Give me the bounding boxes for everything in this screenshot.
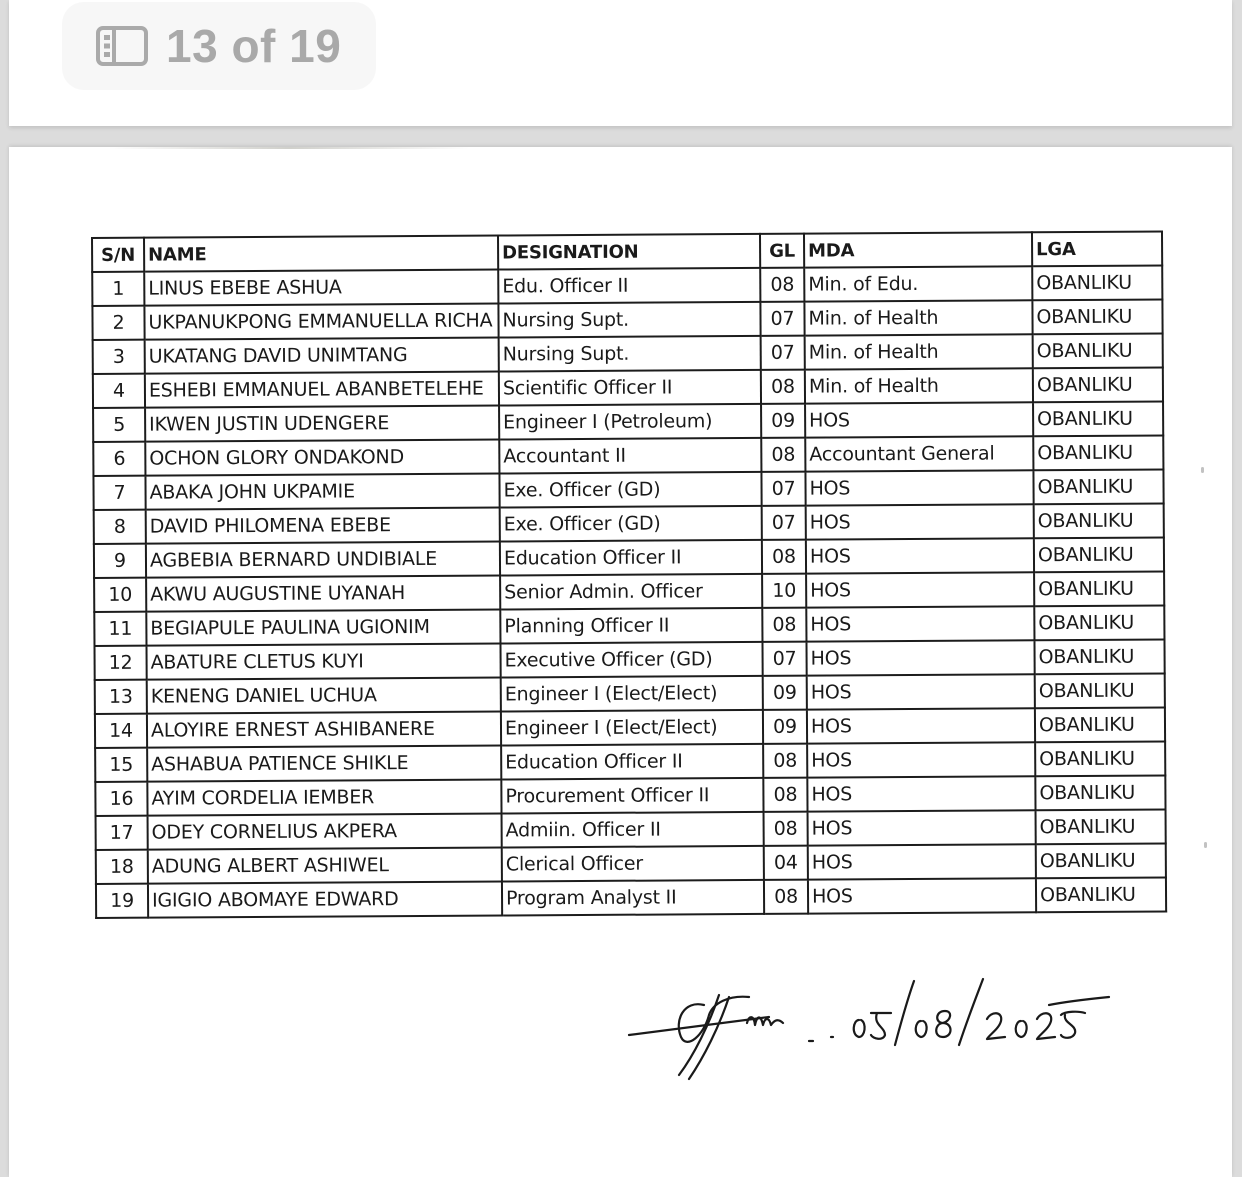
cell-gl: 09 [763,676,807,710]
cell-gl: 08 [762,540,806,574]
cell-mda: Accountant General [805,436,1033,471]
cell-sn: 2 [92,306,144,340]
cell-sn: 14 [95,714,147,748]
cell-name: LINUS EBEBE ASHUA [144,270,498,306]
cell-lga: OBANLIKU [1034,571,1164,606]
cell-sn: 15 [95,748,147,782]
cell-sn: 5 [93,408,145,442]
cell-mda: HOS [808,878,1036,913]
cell-name: IGIGIO ABOMAYE EDWARD [148,882,502,918]
cell-name: UKPANUKPONG EMMANUELLA RICHA [144,304,498,340]
cell-name: OCHON GLORY ONDAKOND [145,440,499,476]
cell-name: ASHABUA PATIENCE SHIKLE [147,746,501,782]
page-count-label: 13 of 19 [166,20,342,72]
cell-mda: HOS [806,538,1034,573]
header-mda: MDA [804,232,1032,267]
cell-mda: HOS [807,776,1035,811]
cell-sn: 19 [96,884,148,918]
cell-sn: 8 [94,510,146,544]
table-row [96,877,1166,918]
cell-mda: HOS [805,470,1033,505]
cell-mda: HOS [808,844,1036,879]
cell-designation: Engineer I (Petroleum) [499,404,761,440]
cell-sn: 11 [94,612,146,646]
cell-name: KENENG DANIEL UCHUA [147,678,501,714]
cell-lga: OBANLIKU [1034,605,1164,640]
cell-gl: 10 [762,574,806,608]
cell-sn: 10 [94,578,146,612]
cell-mda: Min. of Health [805,334,1033,369]
cell-name: ADUNG ALBERT ASHIWEL [148,848,502,884]
cell-sn: 7 [93,476,145,510]
cell-sn: 6 [93,442,145,476]
cell-lga: OBANLIKU [1032,265,1162,300]
cell-name: AKWU AUGUSTINE UYANAH [146,576,500,612]
cell-mda: HOS [806,640,1034,675]
cell-name: ESHEBI EMMANUEL ABANBETELEHE [145,372,499,408]
cell-gl: 08 [761,370,805,404]
cell-gl: 08 [761,438,805,472]
header-designation: DESIGNATION [498,234,760,270]
page-indicator[interactable] [62,2,376,90]
cell-designation: Program Analyst II [502,880,764,916]
scan-artifact [109,147,469,149]
cell-gl: 08 [764,812,808,846]
cell-sn: 13 [95,680,147,714]
cell-designation: Executive Officer (GD) [500,642,762,678]
cell-gl: 09 [763,710,807,744]
document-page [9,147,1232,1177]
cell-lga: OBANLIKU [1035,673,1165,708]
sidebar-thumbnails-icon[interactable] [96,26,148,66]
cell-lga: OBANLIKU [1033,435,1163,470]
cell-lga: OBANLIKU [1033,401,1163,436]
cell-gl: 04 [764,846,808,880]
cell-lga: OBANLIKU [1035,775,1165,810]
cell-gl: 08 [763,744,807,778]
header-gl: GL [760,234,804,268]
cell-name: ALOYIRE ERNEST ASHIBANERE [147,712,501,748]
cell-designation: Engineer I (Elect/Elect) [501,710,763,746]
scan-artifact [1204,842,1207,848]
cell-mda: Min. of Edu. [804,266,1032,301]
cell-mda: HOS [806,504,1034,539]
cell-designation: Exe. Officer (GD) [500,506,762,542]
cell-gl: 08 [763,778,807,812]
cell-designation: Clerical Officer [502,846,764,882]
cell-mda: HOS [806,572,1034,607]
cell-designation: Education Officer II [501,744,763,780]
cell-sn: 3 [93,340,145,374]
signature [609,975,1129,1085]
cell-designation: Edu. Officer II [498,268,760,304]
cell-name: BEGIAPULE PAULINA UGIONIM [146,610,500,646]
staff-roster-table [91,230,1167,919]
cell-sn: 1 [92,272,144,306]
cell-name: AGBEBIA BERNARD UNDIBIALE [146,542,500,578]
cell-gl: 07 [761,336,805,370]
cell-designation: Senior Admin. Officer [500,574,762,610]
cell-gl: 08 [764,880,808,914]
cell-lga: OBANLIKU [1033,333,1163,368]
header-name: NAME [144,236,498,272]
cell-lga: OBANLIKU [1032,299,1162,334]
cell-lga: OBANLIKU [1036,843,1166,878]
cell-gl: 08 [760,268,804,302]
cell-lga: OBANLIKU [1034,503,1164,538]
cell-lga: OBANLIKU [1036,809,1166,844]
cell-name: ODEY CORNELIUS AKPERA [148,814,502,850]
cell-sn: 16 [95,782,147,816]
cell-name: IKWEN JUSTIN UDENGERE [145,406,499,442]
cell-mda: HOS [806,606,1034,641]
cell-gl: 09 [761,404,805,438]
cell-mda: HOS [807,674,1035,709]
cell-mda: HOS [808,810,1036,845]
cell-designation: Exe. Officer (GD) [499,472,761,508]
cell-name: UKATANG DAVID UNIMTANG [145,338,499,374]
cell-designation: Nursing Supt. [499,336,761,372]
cell-designation: Admiin. Officer II [502,812,764,848]
cell-sn: 12 [94,646,146,680]
cell-lga: OBANLIKU [1033,469,1163,504]
cell-mda: HOS [807,708,1035,743]
cell-mda: HOS [807,742,1035,777]
cell-sn: 17 [96,816,148,850]
cell-designation: Procurement Officer II [501,778,763,814]
cell-designation: Planning Officer II [500,608,762,644]
cell-sn: 4 [93,374,145,408]
cell-designation: Engineer I (Elect/Elect) [501,676,763,712]
cell-gl: 07 [762,642,806,676]
cell-lga: OBANLIKU [1034,639,1164,674]
cell-lga: OBANLIKU [1035,741,1165,776]
cell-designation: Scientific Officer II [499,370,761,406]
cell-gl: 07 [762,506,806,540]
cell-lga: OBANLIKU [1033,367,1163,402]
cell-lga: OBANLIKU [1036,877,1166,912]
cell-gl: 07 [761,472,805,506]
cell-name: DAVID PHILOMENA EBEBE [146,508,500,544]
cell-gl: 08 [762,608,806,642]
cell-name: ABAKA JOHN UKPAMIE [145,474,499,510]
cell-mda: Min. of Health [805,368,1033,403]
header-sn: S/N [92,238,144,272]
cell-sn: 9 [94,544,146,578]
cell-designation: Accountant II [499,438,761,474]
cell-lga: OBANLIKU [1034,537,1164,572]
header-lga: LGA [1032,231,1162,266]
cell-designation: Nursing Supt. [498,302,760,338]
scan-artifact [1201,467,1204,473]
cell-name: ABATURE CLETUS KUYI [146,644,500,680]
cell-designation: Education Officer II [500,540,762,576]
cell-mda: HOS [805,402,1033,437]
cell-name: AYIM CORDELIA IEMBER [147,780,501,816]
cell-gl: 07 [760,302,804,336]
cell-mda: Min. of Health [804,300,1032,335]
cell-sn: 18 [96,850,148,884]
cell-lga: OBANLIKU [1035,707,1165,742]
